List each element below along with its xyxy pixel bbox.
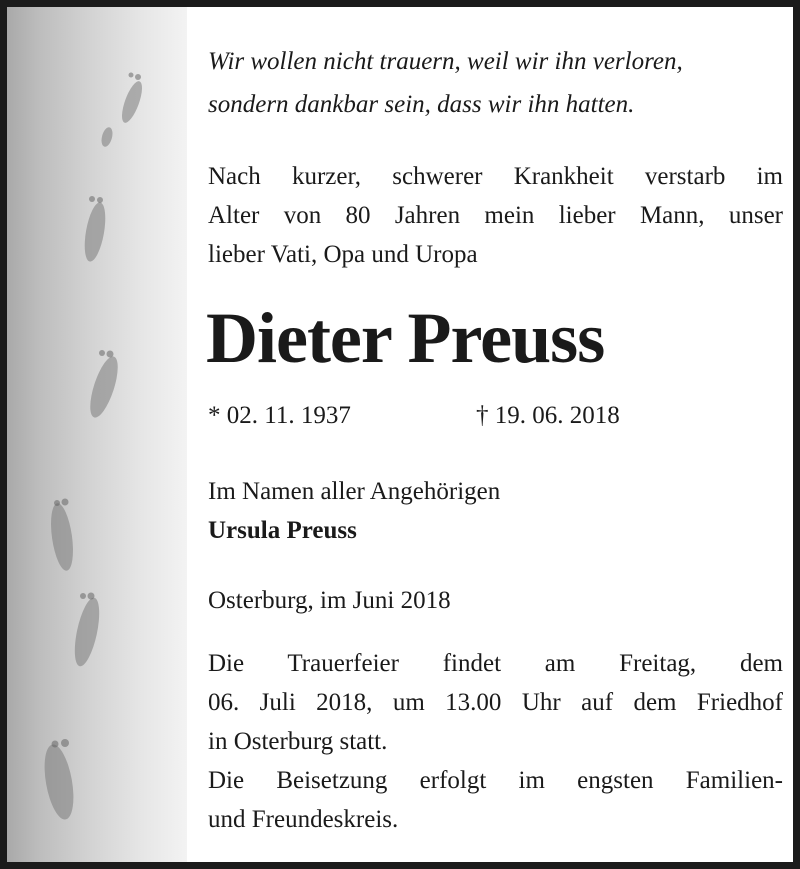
motto-quote [208,40,683,126]
motto-line: Wir wollen nicht trauern, weil wir ihn verloren, [208,48,683,75]
sand-footprints-image [7,7,187,862]
ceremony-line: Die Trauerfeier findet am Freitag, dem [208,650,783,677]
death-date: † 19. 06. 2018 [476,402,620,429]
announcement-line: Alter von 80 Jahren mein lieber Mann, unser [208,202,783,229]
mourners-intro: Im Namen aller Angehörigen [208,478,501,505]
birth-date: * 02. 11. 1937 [208,402,351,429]
ceremony-paragraph [208,644,783,839]
announcement-line: Nach kurzer, schwerer Krankheit verstarb im [208,163,783,190]
ceremony-line: Die Beisetzung erfolgt im engsten Familien- [208,767,783,794]
place-date: Osterburg, im Juni 2018 [208,587,451,614]
deceased-name: Dieter Preuss [206,298,605,378]
motto-line: sondern dankbar sein, dass wir ihn hatten. [208,91,635,118]
ceremony-line: und Freundeskreis. [208,806,399,833]
ceremony-line: 06. Juli 2018, um 13.00 Uhr auf dem Friedhof [208,689,783,716]
announcement-line: lieber Vati, Opa und Uropa [208,241,478,268]
ceremony-line: in Osterburg statt. [208,728,388,755]
announcement-paragraph [208,157,783,274]
mourner-name: Ursula Preuss [208,517,357,544]
footprints-illustration [7,7,187,862]
